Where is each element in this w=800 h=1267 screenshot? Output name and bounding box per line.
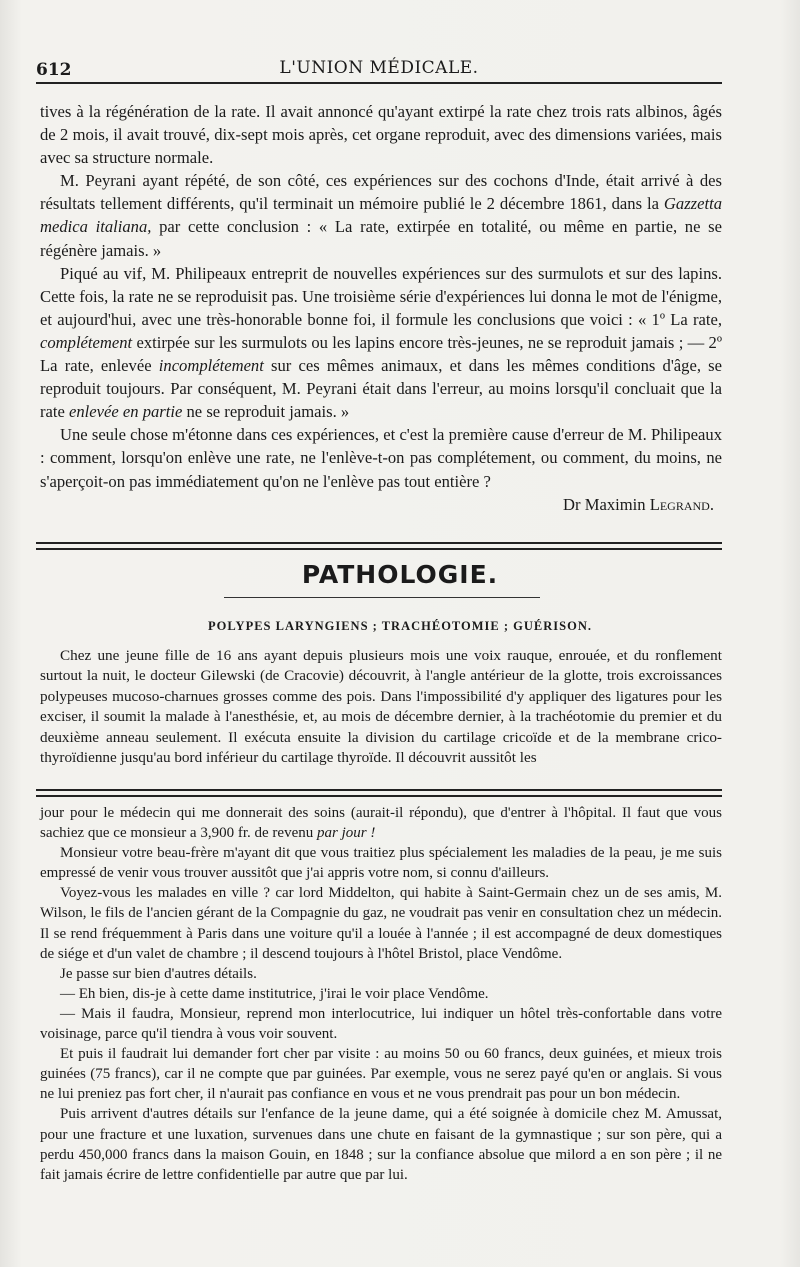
journal-title: L'UNION MÉDICALE. xyxy=(279,58,479,78)
pathology-body xyxy=(40,646,722,768)
article-subtitle: POLYPES LARYNGIENS ; TRACHÉOTOMIE ; GUÉRISON. xyxy=(208,619,592,633)
paragraph: jour pour le médecin qui me donnerait des soins (aurait-il répondu), que d'entrer à l'hôpital. Il faut que vous sachiez que ce monsieur a 3,900 fr. de revenu par jour ! xyxy=(40,805,722,842)
section-divider xyxy=(36,542,722,550)
page-header xyxy=(36,56,722,84)
feuilleton-body xyxy=(40,803,722,1185)
paragraph: Piqué au vif, M. Philipeaux entreprit de nouvelles expériences sur des surmulots et sur des lapins. Cette fois, la rate ne se reproduisit pas. Une troisième série d'expériences lui donna le mot de l'énigme, et aujourd'hui, avec une très-honorable bonne foi, il formule les conclusions que voici : « 1º La rate, complétement extirpée sur les surmulots ou les lapins encore très-jeunes, ne se reproduit jamais ; — 2º La rate, enlevée incomplétement sur ces mêmes animaux, et dans les mêmes conditions d'âge, se reproduit toujours. Par conséquent, M. Peyrani était dans l'erreur, au moins lorsqu'il concluait que la rate enlevée en partie ne se reproduit jamais. » xyxy=(40,263,722,422)
paragraph: Puis arrivent d'autres détails sur l'enfance de la jeune dame, qui a été soignée à domicile chez M. Amussat, pour une fracture et une luxation, survenues dans une chute en faisant de la gymnastique ; sur son père, qui a perdu 450,000 francs dans la maison Gouin, en 1848 ; sur la confiance absolue que milord a en son père ; il ne fait jamais écrire de lettre confidentielle par autre que par lui. xyxy=(40,1106,722,1183)
article-body xyxy=(40,100,722,516)
paragraph: — Mais il faudra, Monsieur, reprend mon interlocutrice, lui indiquer un hôtel très-confortable dans votre voisinage, parce qu'il tiendra à vous voir souvent. xyxy=(40,1005,722,1043)
paragraph: Une seule chose m'étonne dans ces expériences, et c'est la première cause d'erreur de M. Philipeaux : comment, lorsqu'on enlève une rate, ne l'enlève-t-on pas complétement, ou comment, du moins, ne s'aperçoit-on pas immédiatement qu'on ne l'enlève pas tout entière ? xyxy=(40,425,722,491)
page-number: 612 xyxy=(36,60,72,80)
paragraph: Et puis il faudrait lui demander fort cher par visite : au moins 50 ou 60 francs, deux guinées, et mieux trois guinées (75 francs), car il ne compte que par guinées. Par exemple, vous ne serez payé qu'en or anglais. Si vous ne lui preniez pas fort cher, il n'aurait pas confiance en vous et ne vous prendrait pas pour un bon médecin. xyxy=(40,1046,722,1103)
paragraph: Je passe sur bien d'autres détails. xyxy=(60,965,257,982)
section-title: PATHOLOGIE. xyxy=(301,560,499,589)
paragraph: Monsieur votre beau-frère m'ayant dit que vous traitiez plus spécialement les maladies de la peau, je me suis empressé de venir vous trouver aussitôt que j'ai appris votre nom, si connu d'ailleurs. xyxy=(40,845,722,882)
signature: Dr Maximin Legrand. xyxy=(563,494,714,514)
feuilleton-divider xyxy=(36,789,722,797)
paragraph: Voyez-vous les malades en ville ? car lord Middelton, qui habite à Saint-Germain chez un de ses amis, M. Wilson, le fils de l'ancien gérant de la Compagnie du gaz, ne voudrait pas venir en consultation chez un médecin. Il se rend fréquemment à Paris dans une voiture qu'il a louée à l'année ; il est accompagné de deux domestiques de siége et d'un valet de chambre ; il descend toujours à l'hôtel Bristol, place Vendôme. xyxy=(40,885,722,962)
title-underline xyxy=(224,597,540,598)
paragraph: tives à la régénération de la rate. Il avait annoncé qu'ayant extirpé la rate chez trois rats albinos, âgés de 2 mois, il avait trouvé, dix-sept mois après, cet organe reproduit, avec des dimensions variées, mais avec sa structure normale. xyxy=(40,102,722,168)
paragraph: M. Peyrani ayant répété, de son côté, ces expériences sur des cochons d'Inde, était arrivé à des résultats tellement différents, qu'il terminait un mémoire publié le 2 décembre 1861, dans la Gazzetta medica italiana, par cette conclusion : « La rate, extirpée en totalité, ou même en partie, ne se régénère jamais. » xyxy=(40,171,722,260)
paragraph: — Eh bien, dis-je à cette dame institutrice, j'irai le voir place Vendôme. xyxy=(60,985,489,1002)
paragraph: Chez une jeune fille de 16 ans ayant depuis plusieurs mois une voix rauque, enrouée, et du ronflement surtout la nuit, le docteur Gilewski (de Cracovie) découvrit, à l'angle antérieur de la glotte, trois excroissances polypeuses mucoso-charnues grosses comme des pois. Dans l'impossibilité d'y appliquer des ligatures pour les exciser, il soumit la malade à l'anesthésie, et, au mois de décembre dernier, à la trachéotomie du premier et du deuxième anneau seulement. Il exécuta ensuite la division du cartilage cricoïde et de la membrane crico-thyroïdienne jusqu'au bord inférieur du cartilage thyroïde. Il découvrit aussitôt les xyxy=(40,647,722,767)
